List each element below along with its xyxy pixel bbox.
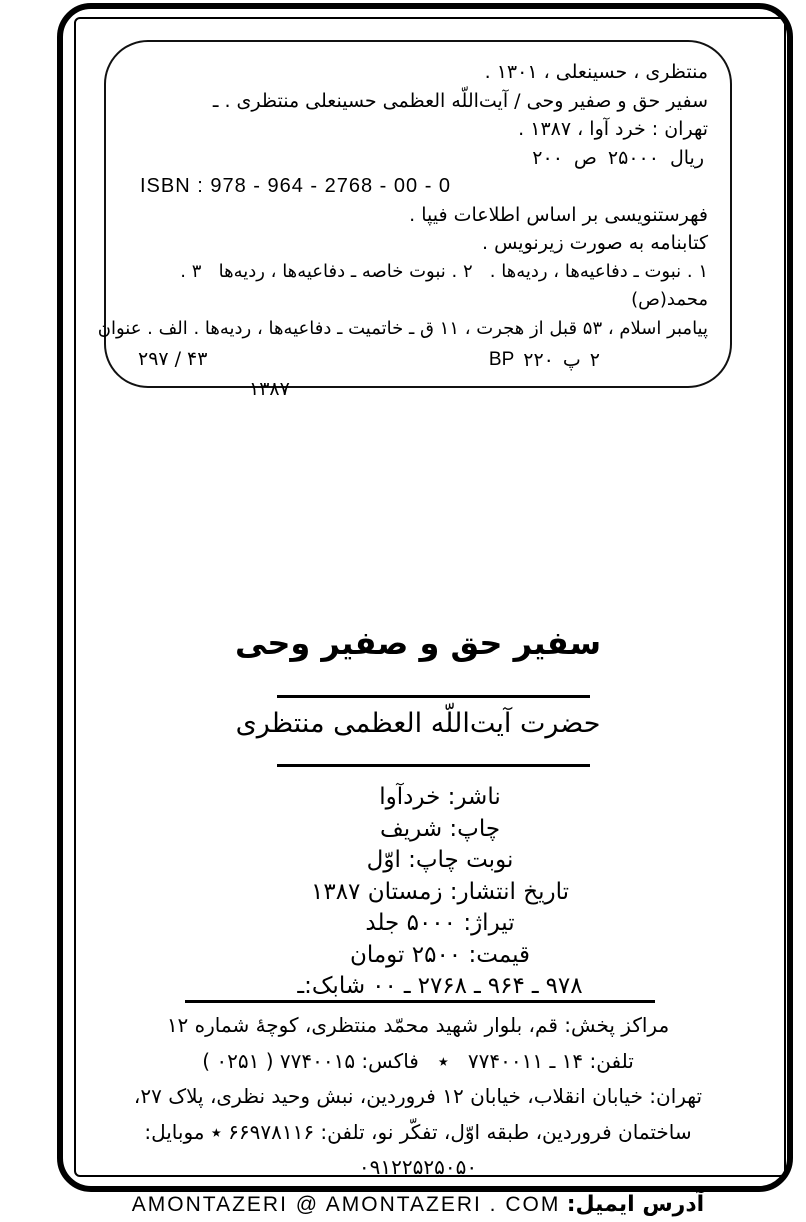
cip-subject-line-1: ۱ . نبوت ـ دفاعیه‌ها ، ردیه‌ها . ۲ . نبوت خاصه ـ دفاعیه‌ها ، ردیه‌ها ۳ . محمد(ص) (174, 260, 708, 310)
isbn-line (120, 971, 760, 1003)
cip-call-number-row (138, 345, 600, 375)
cip-author-line: منتظری ، حسینعلی ، ۱۳۰۱ . (484, 61, 708, 83)
cip-title-line: سفیر حق و صفیر وحی / آیت‌اللّه العظمی حسینعلی منتظری . ـ (212, 89, 708, 112)
isbn-label: شابک:ـ (297, 973, 366, 999)
email-address: AMONTAZERI @ AMONTAZERI . COM (131, 1192, 561, 1216)
tehran-address-line-1: تهران: خیابان انقلاب، خیابان ۱۲ فروردین، نبش وحید نظری، پلاک ۲۷، (133, 1084, 703, 1108)
lc-cutter-letter: پ (562, 349, 581, 371)
book-author: حضرت آیت‌اللّه العظمی منتظری (235, 708, 601, 739)
phone-fax-line: تلفن: ۱۴ ـ ۷۷۴۰۰۱۱ ٭ فاکس: ۷۷۴۰۰۱۵ ( ۰۲۵۱ ) (202, 1048, 634, 1073)
lc-call-number (489, 346, 600, 375)
lc-cutter-number: ۲ (589, 349, 600, 371)
isbn-dash: ـ (531, 973, 539, 999)
circulation-line: تیراژ: ۵۰۰۰ جلد (365, 910, 515, 936)
cip-imprint-line: تهران : خرد آوا ، ۱۳۸۷ . (518, 118, 708, 140)
edition-line: نوبت چاپ: اوّل (366, 847, 514, 873)
isbn-token: ۲۷۶۸ (417, 973, 468, 999)
distribution-line: مراکز پخش: قم، بلوار شهید محمّد منتظری، کوچهٔ شماره ۱۲ (166, 1013, 670, 1037)
email-line (94, 1187, 742, 1222)
isbn-dash: ـ (403, 973, 411, 999)
dewey-part: ۴۳ (187, 348, 208, 370)
email-label: آدرس ایمیل: (566, 1191, 705, 1217)
cip-year: ۱۳۸۷ (249, 377, 290, 400)
lc-class-letters: BP (488, 349, 515, 370)
cip-isbn-line: ISBN : 978 - 964 - 2768 - 00 - 0 (140, 175, 452, 197)
price-value: ۲۵۰۰۰ (607, 146, 659, 169)
cip-note-line: کتابنامه به صورت زیرنویس . (482, 232, 708, 254)
contact-block (94, 1008, 742, 1222)
cip-subject-line-2: پیامبر اسلام ، ۵۳ قبل از هجرت ، ۱۱ ق ـ خاتمیت ـ دفاعیه‌ها ، ردیه‌ها . الف . عنوان (97, 317, 708, 339)
publisher-line: ناشر: خردآوا (379, 784, 501, 810)
title-rule-bottom (277, 764, 590, 767)
currency-label: ریال (669, 146, 704, 169)
isbn-dash: ـ (474, 973, 481, 999)
divider-rule (185, 1000, 655, 1003)
book-title: سفیر حق و صفیر وحی (234, 624, 602, 662)
dewey-part: ۲۹۷ (138, 348, 169, 370)
tehran-address-line-2: ساختمان فروردین، طبقه اوّل، تفکّر نو، تلفن: ۶۶۹۷۸۱۱۶ ٭ موبایل: ۰۹۱۲۲۵۲۵۰۵۰ (144, 1119, 692, 1179)
dewey-slash: / (174, 348, 182, 370)
cip-cataloging-line: فهرستنویسی بر اساس اطلاعات فیپا . (409, 203, 708, 226)
isbn-token: ۰۰ (372, 973, 397, 999)
cip-collation-line (126, 144, 704, 173)
page-count: ۲۰۰ (532, 146, 563, 169)
price-line: قیمت: ۲۵۰۰ تومان (349, 941, 531, 968)
isbn-token: ۹۶۴ (487, 973, 525, 999)
cip-data-box (97, 40, 732, 400)
publication-block (120, 782, 760, 1003)
title-rule-top (277, 695, 590, 698)
printer-line: چاپ: شریف (379, 815, 501, 842)
isbn-token: ۹۷۸ (545, 973, 583, 999)
dewey-number (138, 345, 207, 374)
pages-abbrev: ص (573, 146, 597, 169)
publish-date-line: تاریخ انتشار: زمستان ۱۳۸۷ (310, 878, 570, 905)
lc-class-number: ۲۲۰ (523, 349, 554, 371)
